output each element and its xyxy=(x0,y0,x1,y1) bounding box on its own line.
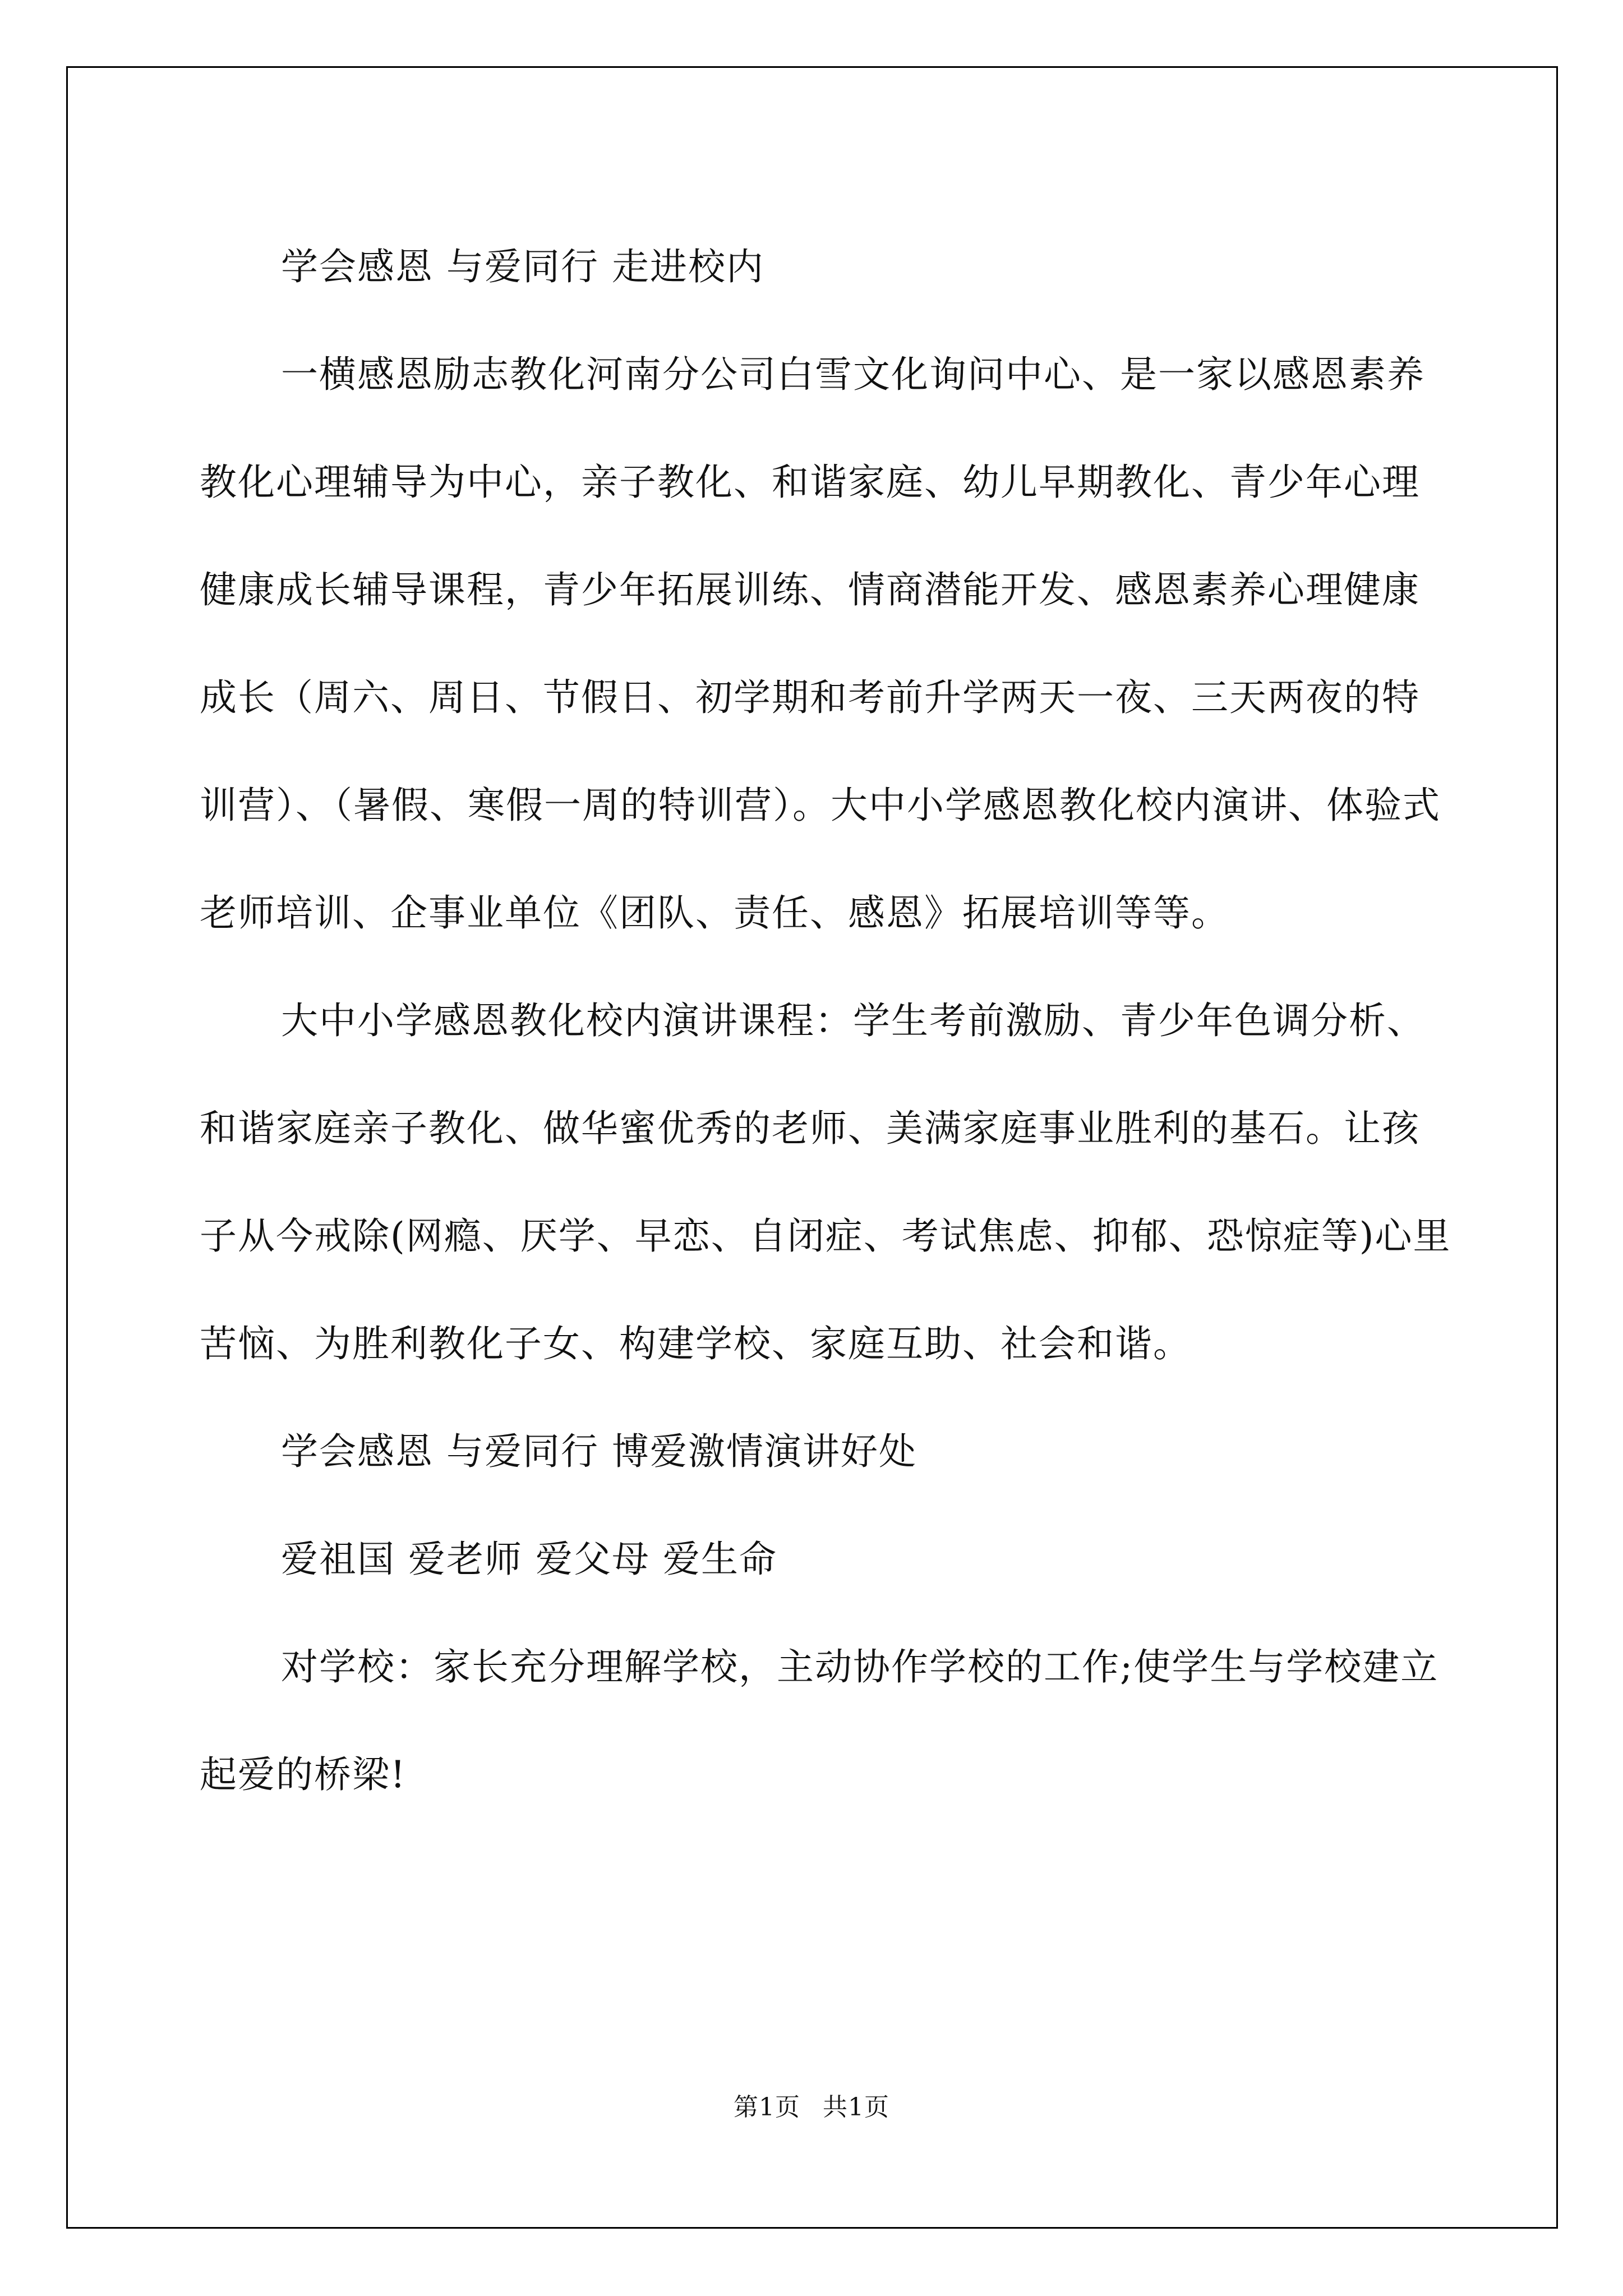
page-total: 共1页 xyxy=(823,2093,889,2122)
love-slogan: 爱祖国 爱老师 爱父母 爱生命 xyxy=(281,1538,777,1581)
section-heading-campus: 学会感恩 与爱同行 走进校内 xyxy=(281,245,764,288)
lecture-course-paragraph: 大中小学感恩教化校内演讲课程：学生考前激励、青少年色调分析、和谐家庭亲子教化、做华蜜优秀的老师、美满家庭事业胜利的基石。让孩子从今戒除(网瘾、厌学、早恋、自闭症、考试焦虑、抑郁、恐惊症等)心里苦恼、为胜利教化子女、构建学校、家庭互助、社会和谐。 xyxy=(200,999,1451,1365)
document-body xyxy=(200,213,1456,1829)
page-number: 第1页 xyxy=(734,2093,800,2122)
section-heading-benefits: 学会感恩 与爱同行 博爱激情演讲好处 xyxy=(281,1430,917,1473)
company-intro-paragraph: 一横感恩励志教化河南分公司白雪文化询问中心、是一家以感恩素养教化心理辅导为中心，亲子教化、和谐家庭、幼儿早期教化、青少年心理健康成长辅导课程，青少年拓展训练、情商潜能开发、感恩素养心理健康成长（周六、周日、节假日、初学期和考前升学两天一夜、三天两夜的特训营）、（暑假、寒假一周的特训营）。大中小学感恩教化校内演讲、体验式老师培训、企事业单位《团队、责任、感恩》拓展培训等等。 xyxy=(200,353,1441,935)
school-benefit-paragraph: 对学校：家长充分理解学校，主动协作学校的工作;使学生与学校建立起爱的桥梁! xyxy=(200,1645,1439,1796)
page-footer xyxy=(0,2087,1623,2123)
